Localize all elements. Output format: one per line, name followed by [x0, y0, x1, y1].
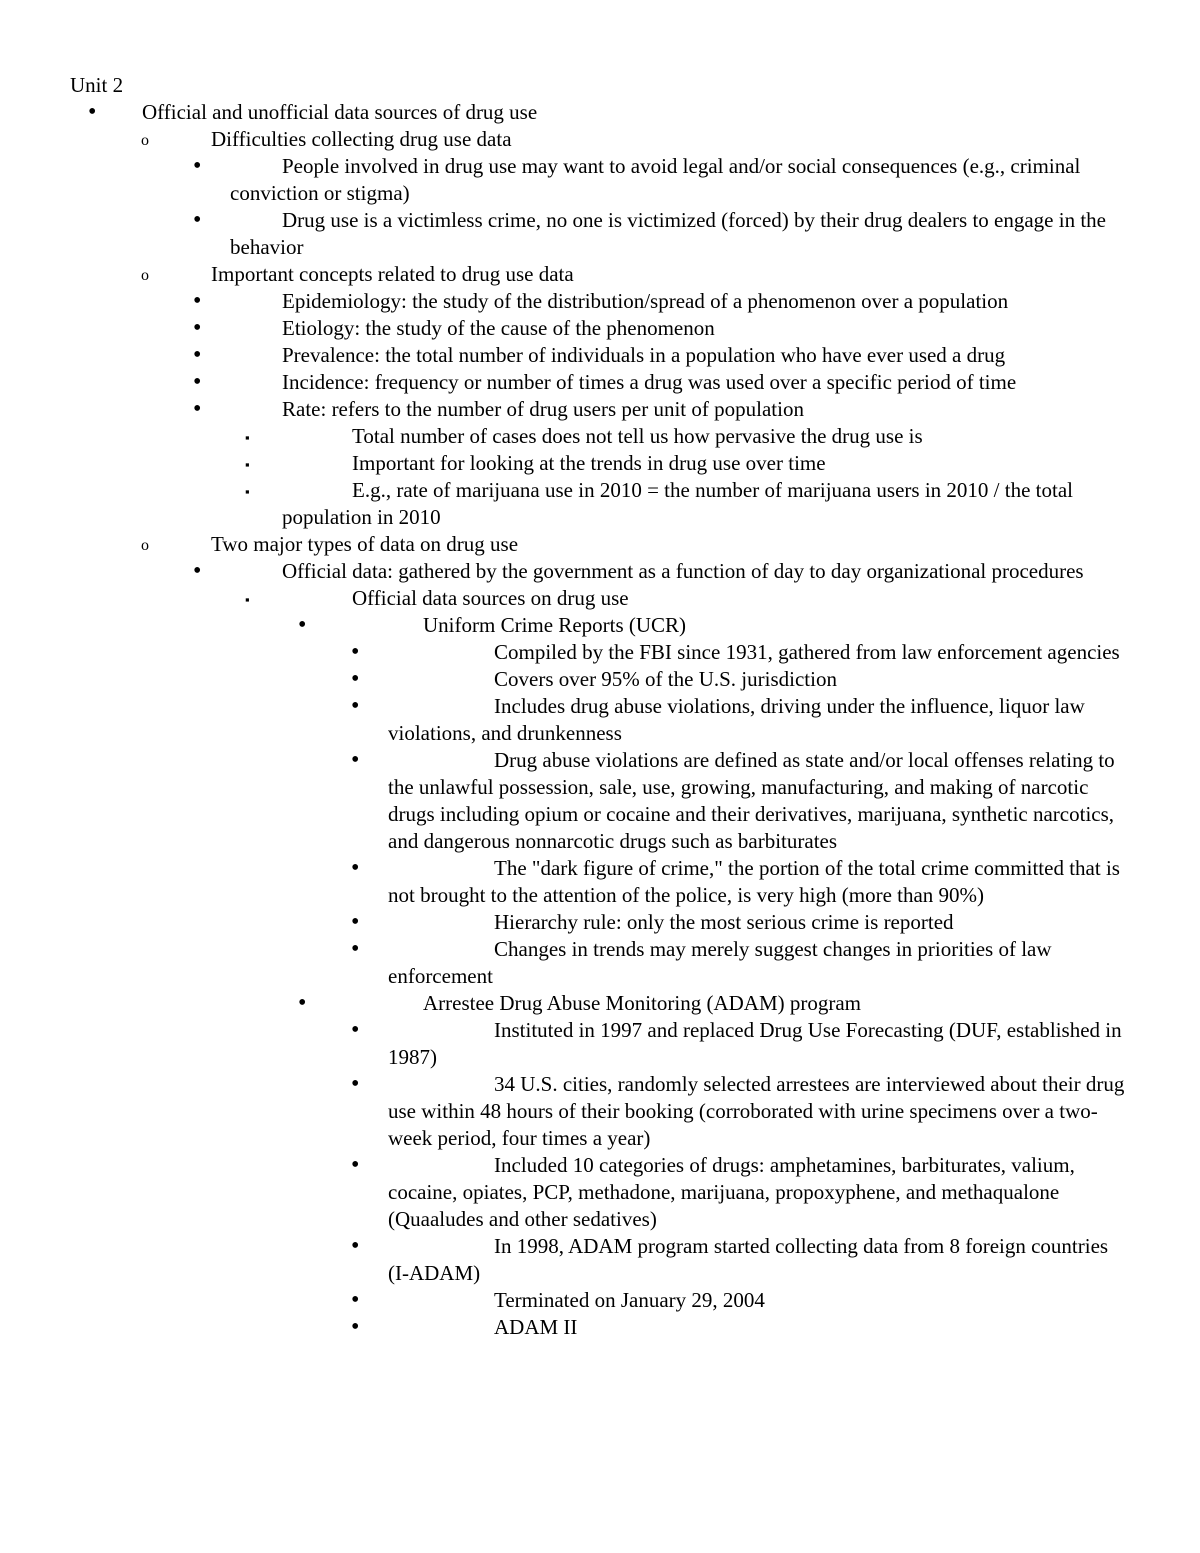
outline-item-text: Instituted in 1997 and replaced Drug Use Forecasting (DUF, established in 1987): [388, 1018, 1122, 1069]
outline-item-text: Official data sources on drug use: [352, 586, 629, 610]
disc-bullet-icon: [193, 153, 201, 181]
outline-item-text: Compiled by the FBI since 1931, gathered from law enforcement agencies: [494, 640, 1120, 664]
outline-item-text: Rate: refers to the number of drug users per unit of population: [282, 397, 804, 421]
outline-item-text: Incidence: frequency or number of times a drug was used over a specific period of time: [282, 370, 1017, 394]
outline-item-text: Official and unofficial data sources of drug use: [142, 100, 538, 124]
circle-bullet-icon: [141, 261, 149, 289]
outline-item-text: Epidemiology: the study of the distribution/spread of a phenomenon over a population: [282, 289, 1009, 313]
outline-item-text: Hierarchy rule: only the most serious crime is reported: [494, 910, 954, 934]
outline-item-text: Total number of cases does not tell us how pervasive the drug use is: [352, 424, 923, 448]
disc-bullet-icon: [351, 1233, 359, 1261]
outline-item-text: Important for looking at the trends in drug use over time: [352, 451, 826, 475]
outline-item-text: Covers over 95% of the U.S. jurisdiction: [494, 667, 837, 691]
circle-bullet-icon: [141, 531, 149, 559]
outline-item-text: Uniform Crime Reports (UCR): [423, 613, 687, 637]
outline-item-text: Etiology: the study of the cause of the phenomenon: [282, 316, 715, 340]
disc-bullet-icon: [193, 558, 201, 586]
square-bullet-icon: [245, 450, 250, 478]
disc-bullet-icon: [193, 315, 201, 343]
outline-item-text: Official data: gathered by the government as a function of day to day organizational procedures: [282, 559, 1084, 583]
disc-bullet-icon: [351, 936, 359, 964]
outline-item-text: Included 10 categories of drugs: amphetamines, barbiturates, valium, cocaine, opiates, PCP, methadone, marijuana, propoxyphene, and methaqualone (Quaaludes and other sedatives): [388, 1153, 1075, 1231]
disc-bullet-icon: [193, 342, 201, 370]
outline-item-text: Drug use is a victimless crime, no one is victimized (forced) by their drug dealers to engage in the behavior: [230, 208, 1106, 259]
outline-item-text: Two major types of data on drug use: [211, 532, 519, 556]
disc-bullet-icon: [351, 855, 359, 883]
square-bullet-icon: [245, 585, 250, 613]
outline-item-text: Changes in trends may merely suggest changes in priorities of law enforcement: [388, 937, 1052, 988]
outline-item-text: 34 U.S. cities, randomly selected arrestees are interviewed about their drug use within 48 hours of their booking (corroborated with urine specimens over a two-week period, four times a year): [388, 1072, 1125, 1150]
square-bullet-icon: [245, 477, 250, 505]
disc-bullet-icon: [351, 639, 359, 667]
outline-item-text: Arrestee Drug Abuse Monitoring (ADAM) program: [423, 991, 861, 1015]
outline-item-text: Includes drug abuse violations, driving under the influence, liquor law violations, and drunkenness: [388, 694, 1085, 745]
outline-item-text: ADAM II: [494, 1315, 578, 1339]
outline-item-text: People involved in drug use may want to avoid legal and/or social consequences (e.g., criminal conviction or stigma): [230, 154, 1081, 205]
disc-bullet-icon: [193, 396, 201, 424]
disc-bullet-icon: [193, 207, 201, 235]
disc-bullet-icon: [351, 909, 359, 937]
disc-bullet-icon: [351, 1287, 359, 1315]
outline-item-text: Important concepts related to drug use data: [211, 262, 574, 286]
outline-item-text: In 1998, ADAM program started collecting data from 8 foreign countries (I-ADAM): [388, 1234, 1109, 1285]
disc-bullet-icon: [298, 990, 306, 1018]
outline-item-text: Terminated on January 29, 2004: [494, 1288, 765, 1312]
outline-item-text: Prevalence: the total number of individuals in a population who have ever used a drug: [282, 343, 1006, 367]
disc-bullet-icon: [298, 612, 306, 640]
disc-bullet-icon: [351, 1314, 359, 1342]
disc-bullet-icon: [351, 693, 359, 721]
disc-bullet-icon: [88, 99, 96, 127]
disc-bullet-icon: [351, 1152, 359, 1180]
disc-bullet-icon: [193, 288, 201, 316]
outline-item-text: Drug abuse violations are defined as state and/or local offenses relating to the unlawful possession, sale, use, growing, manufacturing, and making of narcotic drugs including opium or cocaine and their derivatives, marijuana, synthetic narcotics, and dangerous nonnarcotic drugs such as barbiturates: [388, 748, 1115, 853]
disc-bullet-icon: [351, 666, 359, 694]
outline-item-text: The "dark figure of crime," the portion of the total crime committed that is not brought to the attention of the police, is very high (more than 90%): [388, 856, 1120, 907]
outline-item-text: E.g., rate of marijuana use in 2010 = the number of marijuana users in 2010 / the total population in 2010: [282, 478, 1073, 529]
circle-bullet-icon: [141, 126, 149, 154]
document-title: Unit 2: [70, 73, 124, 97]
disc-bullet-icon: [351, 747, 359, 775]
disc-bullet-icon: [351, 1071, 359, 1099]
disc-bullet-icon: [351, 1017, 359, 1045]
square-bullet-icon: [245, 423, 250, 451]
disc-bullet-icon: [193, 369, 201, 397]
outline-item-text: Difficulties collecting drug use data: [211, 127, 512, 151]
